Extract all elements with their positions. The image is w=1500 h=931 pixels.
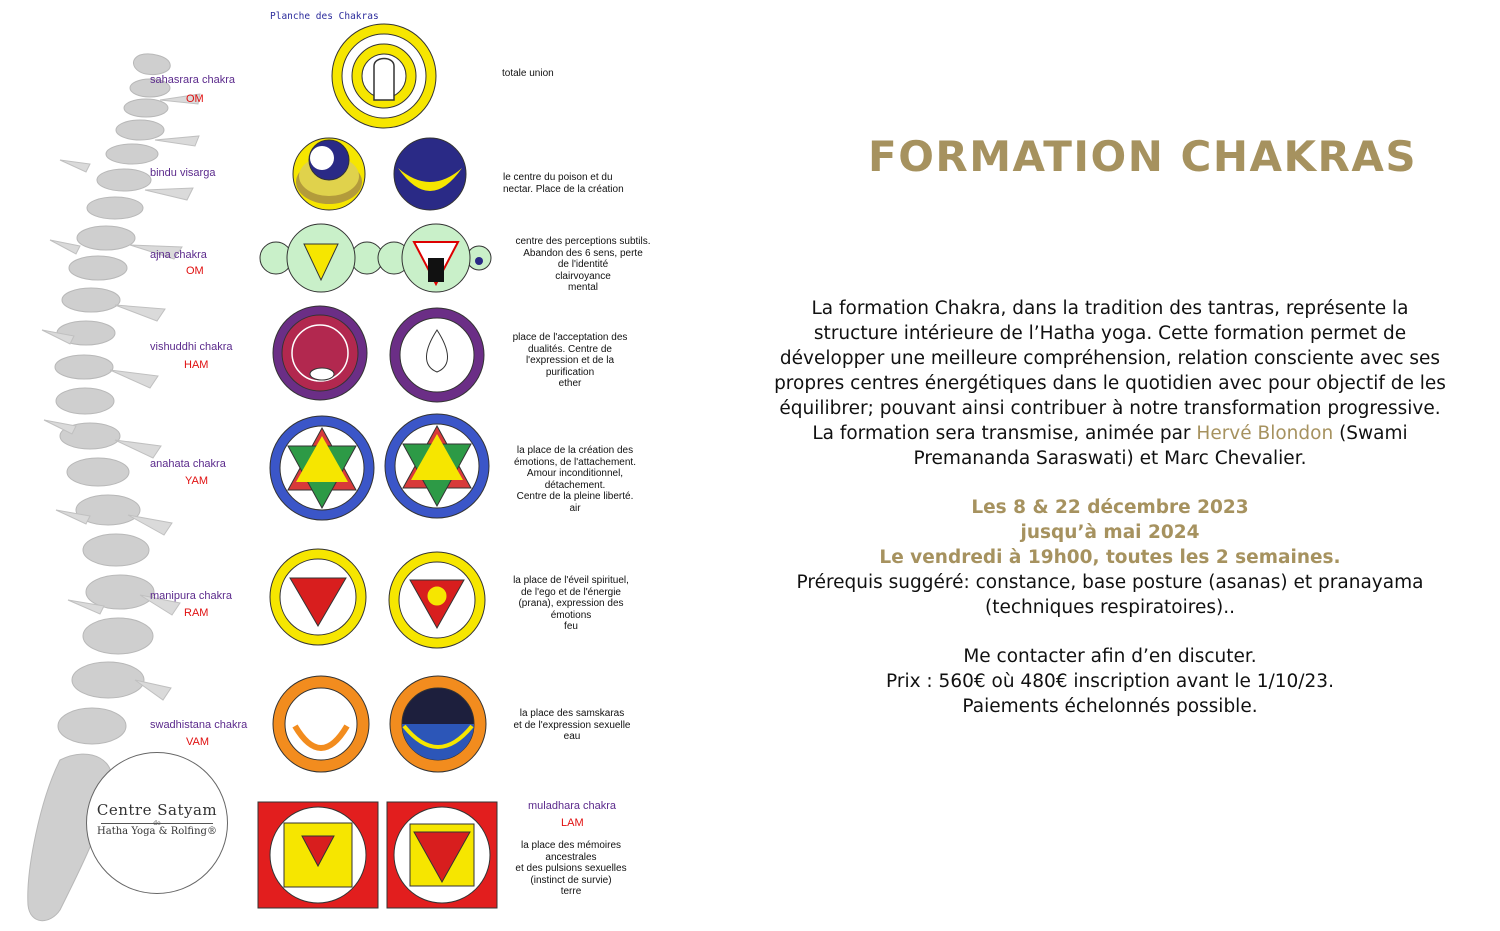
sahasrara-lotus-icon xyxy=(332,24,436,128)
ajna-icon xyxy=(260,224,491,292)
intro-line: Premananda Saraswati) et Marc Chevalier. xyxy=(913,448,1307,469)
intro-line: développer une meilleure compréhension, relation consciente avec ses xyxy=(779,348,1441,369)
muladhara-icon xyxy=(258,802,497,908)
mantra-anahata: YAM xyxy=(185,475,209,487)
teacher-name: Hervé Blondon xyxy=(1196,423,1334,444)
logo-line3: Hatha Yoga & Rolfing® xyxy=(97,826,217,837)
centre-satyam-logo xyxy=(86,752,228,894)
prereq-line: Prérequis suggéré: constance, base posture (asanas) et pranayama xyxy=(796,572,1424,593)
intro-line: structure intérieure de l’Hatha yoga. Cette formation permet de xyxy=(813,323,1407,344)
mantra-vishuddhi: HAM xyxy=(184,359,209,371)
intro-text: La formation sera transmise, animée par xyxy=(812,423,1197,444)
plate-title: Planche des Chakras xyxy=(270,11,379,22)
desc-sahasrara: totale union xyxy=(502,68,554,79)
intro-line xyxy=(720,421,1500,446)
chakra-plate xyxy=(0,0,700,931)
desc-bindu: le centre du poison et du nectar. Place de la création xyxy=(503,172,624,195)
intro-line: équilibrer; pouvant ainsi contribuer à notre transformation progressive. xyxy=(779,398,1441,419)
desc-muladhara: la place des mémoires ancestrales et des pulsions sexuelles (instinct de survie) terre xyxy=(515,840,627,897)
schedule-until: jusqu’à mai 2024 xyxy=(1020,522,1200,543)
vishuddhi-icon xyxy=(273,306,484,402)
prereq-line: (techniques respiratoires).. xyxy=(985,597,1235,618)
swadhistana-icon xyxy=(273,676,486,772)
chakra-name-ajna: ajna chakra xyxy=(150,249,207,261)
mantra-manipura: RAM xyxy=(184,607,209,619)
chakra-name-muladhara: muladhara chakra xyxy=(528,800,617,812)
chakra-name-bindu: bindu visarga xyxy=(150,167,216,179)
chakra-name-sahasrara: sahasrara chakra xyxy=(150,74,235,86)
desc-vishuddhi: place de l'acceptation des dualités. Centre de l'expression et de la purification ether xyxy=(512,332,628,389)
bindu-visarga-icon xyxy=(293,138,466,210)
mantra-ajna: OM xyxy=(186,265,204,277)
desc-swadhistana: la place des samskaras et de l'expression sexuelle eau xyxy=(513,708,631,742)
intro-line: La formation Chakra, dans la tradition des tantras, représente la xyxy=(811,298,1409,319)
chakra-name-manipura: manipura chakra xyxy=(150,590,232,602)
payment-line: Paiements échelonnés possible. xyxy=(962,696,1258,717)
page-title: FORMATION CHAKRAS xyxy=(868,132,1418,181)
chakra-name-vishuddhi: vishuddhi chakra xyxy=(150,341,233,353)
formation-panel xyxy=(720,0,1500,931)
chakra-name-anahata: anahata chakra xyxy=(150,458,226,470)
desc-anahata: la place de la création des émotions, de l'attachement. Amour inconditionnel, détachement. Centre de la pleine liberté. air xyxy=(514,445,636,514)
manipura-icon xyxy=(270,549,485,648)
schedule-dates: Les 8 & 22 décembre 2023 xyxy=(971,497,1249,518)
formation-text xyxy=(720,296,1500,719)
desc-ajna: centre des perceptions subtils. Abandon des 6 sens, perte de l'identité clairvoyance mental xyxy=(515,236,651,293)
mantra-swadhistana: VAM xyxy=(186,736,210,748)
mantra-sahasrara: OM xyxy=(186,93,204,105)
logo-line2: de xyxy=(153,820,161,827)
desc-manipura: la place de l'éveil spirituel, de l'ego et de l'énergie (prana), expression des émotions feu xyxy=(513,575,629,632)
schedule-when: Le vendredi à 19h00, toutes les 2 semaines. xyxy=(879,547,1341,568)
contact-line: Me contacter afin d’en discuter. xyxy=(963,646,1257,667)
intro-text: (Swami xyxy=(1333,423,1408,444)
intro-line: propres centres énergétiques dans le quotidien avec pour objectif de les xyxy=(774,373,1446,394)
anahata-icon xyxy=(270,414,489,520)
logo-line1: Centre Satyam xyxy=(96,801,218,819)
price-line: Prix : 560€ où 480€ inscription avant le 1/10/23. xyxy=(886,671,1334,692)
mantra-muladhara: LAM xyxy=(561,817,584,829)
chakra-name-swadhistana: swadhistana chakra xyxy=(150,719,248,731)
